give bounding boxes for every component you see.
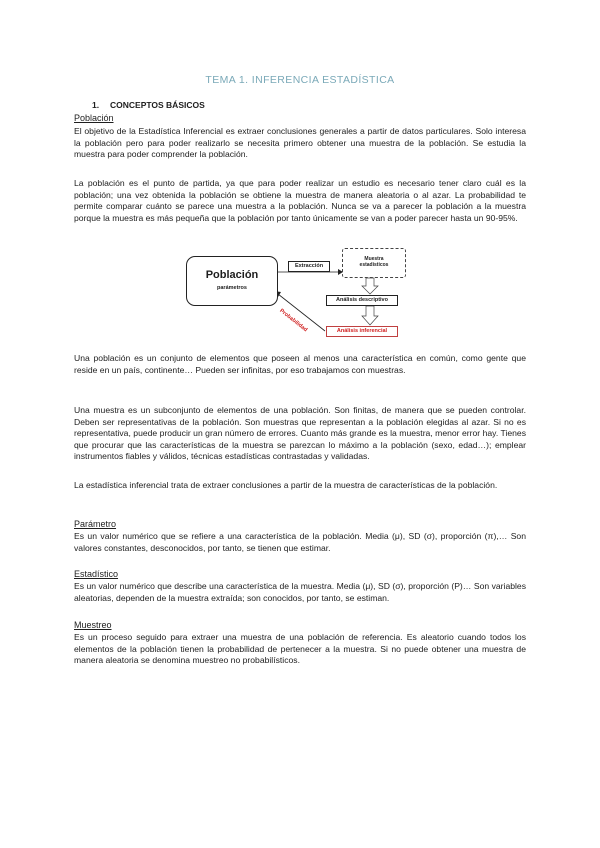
sample-label-line2: estadísticos xyxy=(359,262,389,268)
paragraph-muestreo: Es un proceso seguido para extraer una muestra de una población de referencia. Es aleatorio cuando todos los elementos de la población tienen la probabilidad de pertenecer a la muestra. Si no puede obtener una muestra de manera aleatoria se denomina muestreo no probabilísticos. xyxy=(74,632,526,666)
sample-label-line1: Muestra xyxy=(364,256,384,262)
population-sample-diagram xyxy=(186,248,414,344)
down-arrow-inferential xyxy=(362,306,378,325)
paragraph-poblacion-5: La estadística inferencial trata de extraer conclusiones a partir de la muestra de características de la población. xyxy=(74,480,498,490)
parameters-label: parámetros xyxy=(217,285,247,291)
extraction-label: Extracción xyxy=(288,261,330,272)
descriptive-analysis-label: Análisis descriptivo xyxy=(326,295,398,306)
probability-label: Probabilidad xyxy=(278,308,309,334)
paragraph-poblacion-4: Una muestra es un subconjunto de elementos de una población. Son finitas, de manera que se pueden controlar. Deben ser representativas de la población. Son muestras que representan a la población elegidas al azar. Si no es representativa, puede producir un gran número de errores. Cuanto más grande es la muestra, menor error hay. Tienes que procurar que las características de la muestra se parezcan lo máximo a la población (sexo, edad…); emplear instrumentos fiables y válidos, técnicas estadísticas contrastadas y validadas. xyxy=(74,405,526,462)
population-box xyxy=(186,256,278,306)
down-arrow-descriptive xyxy=(362,278,378,294)
inferential-analysis-label: Análisis inferencial xyxy=(326,326,398,337)
subheading-estadistico: Estadístico xyxy=(74,569,119,579)
paragraph-parametro: Es un valor numérico que se refiere a una característica de la población. Media (μ), SD (σ), proporción (π),… Son valores constantes, desconocidos, por tanto, se tienen que estimar. xyxy=(74,531,526,553)
sample-label xyxy=(343,256,405,268)
subheading-muestreo: Muestreo xyxy=(74,620,112,630)
section-heading xyxy=(92,100,205,110)
subheading-poblacion: Población xyxy=(74,113,114,123)
subheading-parametro: Parámetro xyxy=(74,519,117,529)
paragraph-poblacion-1: El objetivo de la Estadística Inferencial es extraer conclusiones generales a partir de datos particulares. Solo interesa la población pero para poder realizarlo se necesita primero obtener una muestra de la población. Se estudia la muestra para poder comprender la población. xyxy=(74,126,526,160)
paragraph-poblacion-3: Una población es un conjunto de elementos que poseen al menos una característica en común, como gente que reside en un país, continente… Pueden ser infinitas, por eso trabajamos con muestras. xyxy=(74,353,526,375)
sample-box xyxy=(342,248,406,278)
population-label: Población xyxy=(205,269,259,281)
paragraph-poblacion-2: La población es el punto de partida, ya que para poder realizar un estudio es necesario tener claro cuál es la población; una vez obtenida la población se obtiene la muestra de manera aleatoria o al azar. La probabilidad te permite comparar cuánto se parece una muestra a la población. Nunca se va a parecer la población a la muestra porque la muestra es más pequeña que la población por tanto únicamente se van a poder parecer hasta un 90-95%. xyxy=(74,178,526,223)
section-number: 1. xyxy=(92,100,100,110)
section-label: CONCEPTOS BÁSICOS xyxy=(110,100,205,110)
paragraph-estadistico: Es un valor numérico que describe una característica de la muestra. Media (μ), SD (σ), proporción (P)… Son variables aleatorias, dependen de la muestra extraída; son conocidos, por tanto, se estiman. xyxy=(74,581,526,603)
page-title: TEMA 1. INFERENCIA ESTADÍSTICA xyxy=(205,74,395,86)
